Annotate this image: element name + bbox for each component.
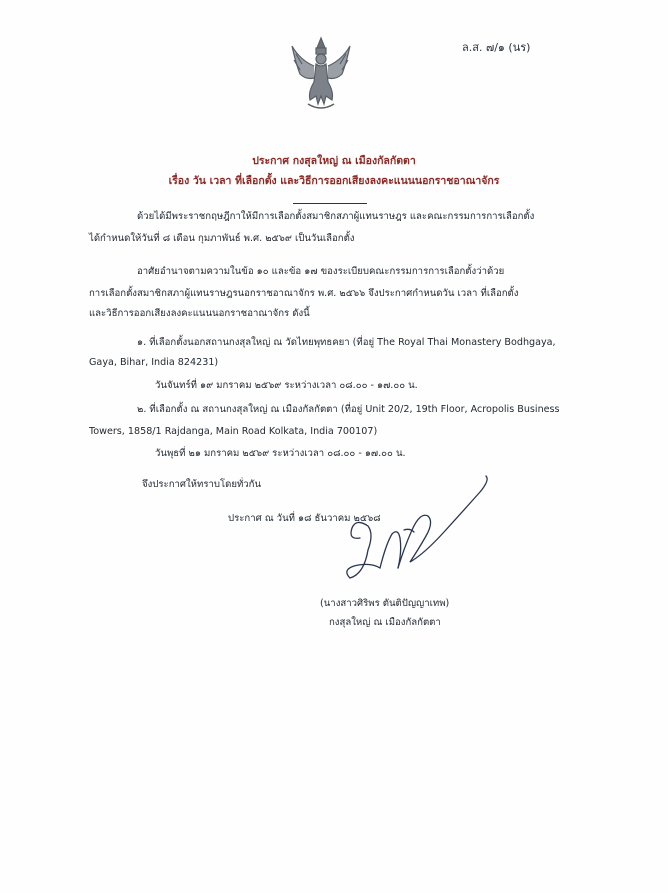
- title-divider: [293, 203, 367, 204]
- announcement-subject: เรื่อง วัน เวลา ที่เลือกตั้ง และวิธีการออกเสียงลงคะแนนนอกราชอาณาจักร: [168, 175, 500, 187]
- item-2-time: วันพุธที่ ๒๑ มกราคม ๒๕๖๙ ระหว่างเวลา ๐๘.๐๐ - ๑๗.๐๐ น.: [155, 448, 406, 459]
- item-1-time: วันจันทร์ที่ ๑๙ มกราคม ๒๕๖๙ ระหว่างเวลา ๐๘.๐๐ - ๑๗.๐๐ น.: [155, 380, 418, 391]
- paragraph-2-line-1: อาศัยอำนาจตามความในข้อ ๑๐ และข้อ ๑๗ ของระเบียบคณะกรรมการการเลือกตั้งว่าด้วย: [137, 266, 505, 277]
- item-2-line-2: Towers, 1858/1 Rajdanga, Main Road Kolkata, India 700107): [89, 426, 378, 437]
- reference-number: ล.ส. ๗/๑ (นร): [462, 41, 531, 54]
- item-2-line-1: ๒. ที่เลือกตั้ง ณ สถานกงสุลใหญ่ ณ เมืองกัลกัตตา (ที่อยู่ Unit 20/2, 19th Floor, Acropolis Business: [137, 404, 560, 415]
- paragraph-2-line-2: การเลือกตั้งสมาชิกสภาผู้แทนราษฎรนอกราชอาณาจักร พ.ศ. ๒๕๖๖ จึงประกาศกำหนดวัน เวลา ที่เลือกตั้ง: [89, 288, 519, 299]
- signatory-title: กงสุลใหญ่ ณ เมืองกัลกัตตา: [329, 617, 441, 628]
- garuda-emblem-icon: [286, 34, 356, 114]
- item-1-line-2: Gaya, Bihar, India 824231): [89, 357, 219, 368]
- signatory-name: (นางสาวศิริพร ตันติปัญญาเทพ): [320, 598, 450, 609]
- paragraph-1-line-2: ได้กำหนดให้วันที่ ๘ เดือน กุมภาพันธ์ พ.ศ. ๒๕๖๙ เป็นวันเลือกตั้ง: [89, 233, 355, 244]
- item-1-line-1: ๑. ที่เลือกตั้งนอกสถานกงสุลใหญ่ ณ วัดไทยพุทธคยา (ที่อยู่ The Royal Thai Monastery Bodhgaya,: [137, 337, 556, 348]
- signature-image: [340, 470, 500, 590]
- announcement-date: ประกาศ ณ วันที่ ๑๘ ธันวาคม ๒๕๖๘: [228, 513, 381, 524]
- paragraph-2-line-3: และวิธีการออกเสียงลงคะแนนนอกราชอาณาจักร ดังนี้: [89, 308, 310, 319]
- closing-statement: จึงประกาศให้ทราบโดยทั่วกัน: [142, 479, 262, 490]
- announcement-title: ประกาศ กงสุลใหญ่ ณ เมืองกัลกัตตา: [252, 155, 416, 167]
- paragraph-1-line-1: ด้วยได้มีพระราชกฤษฎีกาให้มีการเลือกตั้งสมาชิกสภาผู้แทนราษฎร และคณะกรรมการการเลือกตั้ง: [137, 211, 535, 222]
